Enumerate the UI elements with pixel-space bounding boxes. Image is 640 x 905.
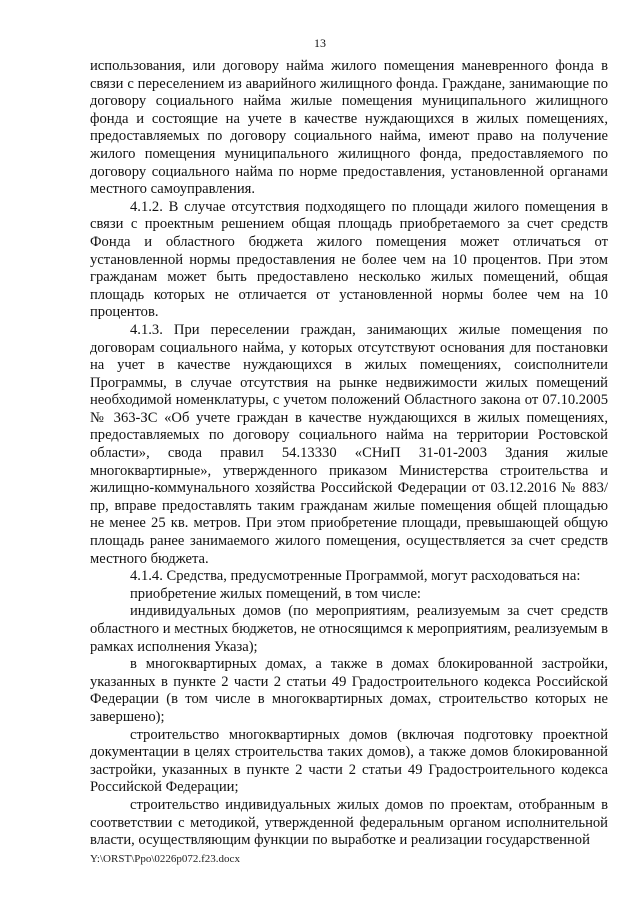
paragraph: строительство индивидуальных жилых домов по проектам, отобранным в соответствии с методикой, утвержденной федеральным органом исполнительной власти, осуществляющим функции по выработке и реализации государственной bbox=[90, 796, 608, 849]
paragraph: строительство многоквартирных домов (включая подготовку проектной документации в целях строительства таких домов), а также домов блокированной застройки, указанных в пункте 2 части 2 статьи 49 Градостроительного кодекса Российской Федерации; bbox=[90, 726, 608, 796]
file-path-footer: Y:\ORST\Ppo\0226p072.f23.docx bbox=[90, 853, 240, 865]
paragraph: использования, или договору найма жилого помещения маневренного фонда в связи с переселением из аварийного жилищного фонда. Граждане, занимающие по договору социального найма жилые помещения муниципального жилищного фонда и состоящие на учете в качестве нуждающихся в жилых помещениях, предоставляемых по договору социального найма, имеют право на получение жилого помещения муниципального жилищного фонда, предоставляемого по договору социального найма по норме предоставления, установленной органами местного самоуправления. bbox=[90, 58, 608, 198]
page-number: 13 bbox=[314, 36, 326, 50]
paragraph: 4.1.4. Средства, предусмотренные Программой, могут расходоваться на: bbox=[130, 568, 581, 585]
document-body bbox=[90, 58, 608, 850]
paragraph: в многоквартирных домах, а также в домах блокированной застройки, указанных в пункте 2 части 2 статьи 49 Градостроительного кодекса Российской Федерации (в том числе в многоквартирных домах, строительство которых не завершено); bbox=[90, 656, 608, 725]
paragraph: 4.1.3. При переселении граждан, занимающих жилые помещения по договорам социального найма, у которых отсутствуют основания для постановки на учет в качестве нуждающихся в жилых помещениях, соисполнители Программы, в случае отсутствия на рынке недвижимости жилых помещений необходимой номенклатуры, с учетом положений Областного закона от 07.10.2005 № 363-ЗС «Об учете граждан в качестве нуждающихся в жилых помещениях, предоставляемых по договору социального найма на территории Ростовской области», свода правил 54.13330 «СНиП 31-01-2003 Здания жилые многоквартирные», утвержденного приказом Министерства строительства и жилищно-коммунального хозяйства Российской Федерации от 03.12.2016 № 883/пр, вправе предоставлять таким гражданам жилые помещения общей площадью не менее 25 кв. метров. При этом приобретение площади, превышающей общую площадь ранее занимаемого жилого помещения, осуществляется за счет средств местного бюджета. bbox=[90, 321, 608, 567]
paragraph: индивидуальных домов (по мероприятиям, реализуемым за счет средств областного и местных бюджетов, не относящимся к мероприятиям, реализуемым в рамках исполнения Указа); bbox=[90, 603, 608, 655]
paragraph: приобретение жилых помещений, в том числе: bbox=[130, 585, 421, 602]
paragraph: 4.1.2. В случае отсутствия подходящего по площади жилого помещения в связи с проектным решением общая площадь приобретаемого за счет средств Фонда и областного бюджета жилого помещения может отличаться от установленной нормы предоставления не более чем на 10 процентов. При этом гражданам может быть предоставлено несколько жилых помещений, общая площадь которых не отличается от установленной нормы более чем на 10 процентов. bbox=[90, 198, 608, 321]
